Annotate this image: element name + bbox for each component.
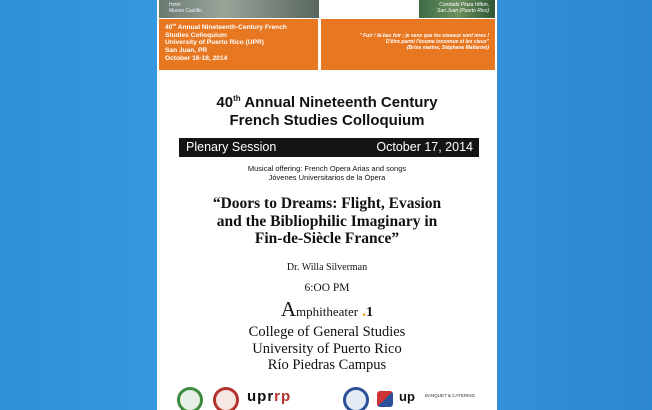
banquet-subtitle: BANQUET & CATERING — [425, 393, 476, 398]
quote-line-3: (Brise marine, Stéphane Mallarmé) — [407, 45, 489, 51]
event-poster — [157, 0, 497, 410]
info-line-3: University of Puerto Rico (UPR) — [165, 39, 264, 47]
info-line-5: October 16-18, 2014 — [165, 54, 228, 62]
talk-title: “Doors to Dreams: Flight, Evasion and the Bibliophilic Imaginary in Fin-de-Siècle France” — [212, 195, 442, 247]
colloquium-info-block — [159, 19, 318, 70]
session-label: Plenary Session — [186, 140, 277, 154]
musical-offering: Musical offering: French Opera Arias and songs Jóvenes Universitarios de la Ópera — [247, 164, 407, 182]
shield-logo — [377, 391, 393, 407]
uprrp-logo: uprrp — [247, 388, 292, 405]
location-block: College of General Studies University of Puerto Rico Río Piedras Campus — [248, 324, 406, 373]
info-line-1: 40th Annual Nineteenth-Century French — [165, 22, 287, 32]
sponsor-logos — [157, 383, 497, 410]
hotel-photo-caption: Hotel Museo Castillo — [169, 2, 202, 14]
banquet-logo: up — [399, 389, 415, 404]
info-line-4: San Juan, PR — [165, 46, 208, 54]
info-line-2: Studies Colloquium — [165, 31, 227, 39]
plenary-session-bar — [179, 138, 479, 157]
condado-photo-caption: Condado Plaza Hilton, San Juan (Puerto Rico) — [437, 2, 489, 14]
green-seal-logo — [177, 387, 203, 410]
poster-headline: 40th Annual Nineteenth Century French Studies Colloquium — [216, 94, 438, 129]
venue: Amphitheater .1 — [280, 297, 374, 321]
blue-seal-logo — [343, 387, 369, 410]
session-date: October 17, 2014 — [376, 140, 473, 154]
red-seal-logo — [213, 387, 239, 410]
mallarme-quote-block — [320, 19, 495, 70]
speaker-name: Dr. Willa Silverman — [286, 262, 368, 273]
quote-line-2: D'être parmi l'écume inconnue et les cieux" — [385, 39, 489, 45]
event-time: 6:OO PM — [304, 282, 350, 294]
poster-header — [157, 0, 497, 72]
quote-line-1: " Fuir ! là-bas fuir ; je sens que les oiseaux sont ivres ! — [359, 33, 489, 39]
condado-photo — [419, 0, 495, 18]
hotel-photo — [159, 0, 319, 18]
